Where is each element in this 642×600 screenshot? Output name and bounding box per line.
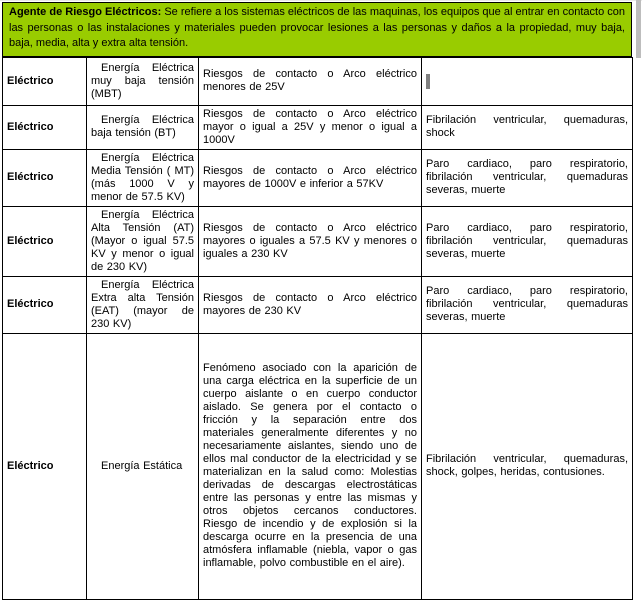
risk-cell[interactable]: Riesgos de contacto o Arco eléctrico mayores de 1000V e inferior a 57KV <box>199 149 422 206</box>
consequence-cell[interactable]: Fibrilación ventricular, quemaduras, shock, golpes, heridas, contusiones. <box>422 333 633 599</box>
risk-cell[interactable]: Riesgos de contacto o Arco eléctrico mayores de 230 KV <box>199 276 422 333</box>
header-body: Se refiere a los sistemas eléctricos de las maquinas, los equipos que al entrar en contacto con las personas o las instalaciones y materiales pueden provocar lesiones a las personas y daños a la propiedad, muy baja, baja, media, alta y extra alta tensión. <box>9 6 625 49</box>
risk-cell[interactable]: Riesgos de contacto o Arco eléctrico menores de 25V <box>199 57 422 105</box>
table-row <box>3 333 633 599</box>
agent-cell[interactable]: Eléctrico <box>3 333 87 599</box>
agent-cell[interactable]: Eléctrico <box>3 57 87 105</box>
table-row <box>3 276 633 333</box>
energy-cell[interactable]: Energía Estática <box>87 333 199 599</box>
text-cursor <box>426 74 430 89</box>
header-title: Agente de Riesgo Eléctricos: <box>9 6 162 18</box>
document-page <box>2 2 632 600</box>
consequence-cell[interactable] <box>422 57 633 105</box>
table-row <box>3 57 633 105</box>
energy-cell[interactable]: Energía Eléctrica Extra alta Tensión (EAT) (mayor de 230 KV) <box>87 276 199 333</box>
agent-cell[interactable]: Eléctrico <box>3 105 87 149</box>
consequence-cell[interactable]: Paro cardiaco, paro respiratorio, fibrilación ventricular, quemaduras severas, muerte <box>422 149 633 206</box>
window-top-edge <box>0 0 642 1</box>
energy-cell[interactable]: Energía Eléctrica Alta Tensión (AT) (Mayor o igual 57.5 KV y menor o igual de 230 KV) <box>87 206 199 276</box>
energy-cell[interactable]: Energía Eléctrica Media Tensión ( MT) (más 1000 V y menor de 57.5 KV) <box>87 149 199 206</box>
energy-cell[interactable]: Energía Eléctrica muy baja tensión (MBT) <box>87 57 199 105</box>
consequence-cell[interactable]: Paro cardiaco, paro respiratorio, fibrilación ventricular, quemaduras severas, muerte <box>422 206 633 276</box>
agent-cell[interactable]: Eléctrico <box>3 276 87 333</box>
agent-cell[interactable]: Eléctrico <box>3 149 87 206</box>
energy-cell[interactable]: Energía Eléctrica baja tensión (BT) <box>87 105 199 149</box>
document-header <box>2 2 632 57</box>
consequence-cell[interactable]: Fibrilación ventricular, quemaduras, shock <box>422 105 633 149</box>
risk-cell[interactable]: Riesgos de contacto o Arco eléctrico mayores o iguales a 57.5 KV y menores o iguales a 230 KV <box>199 206 422 276</box>
table-row <box>3 206 633 276</box>
consequence-cell[interactable]: Paro cardiaco, paro respiratorio, fibrilación ventricular, quemaduras severas, muerte <box>422 276 633 333</box>
risk-cell[interactable]: Riesgos de contacto o Arco eléctrico mayor o igual a 25V y menor o igual a 1000V <box>199 105 422 149</box>
agent-cell[interactable]: Eléctrico <box>3 206 87 276</box>
risk-table <box>2 57 633 600</box>
table-row <box>3 105 633 149</box>
scrollbar-fragment[interactable] <box>636 0 641 58</box>
risk-cell[interactable]: Fenómeno asociado con la aparición de una carga eléctrica en la superficie de un cuerpo aislante o en cuerpo conductor aislado. Se genera por el contacto o fricción y la separación entre dos materiales generalmente diferentes y no necesariamente aislantes, siendo uno de ellos mal conductor de la electricidad y se materializan en la salud como: Molestias derivadas de descargas electrostáticas entre las personas y entre las mismas y otros objetos cercanos conductores. Riesgo de incendio y de explosión si la descarga ocurre en la presencia de una atmósfera inflamable (niebla, vapor o gas inflamable, polvo combustible en el aire). <box>199 333 422 599</box>
table-row <box>3 149 633 206</box>
